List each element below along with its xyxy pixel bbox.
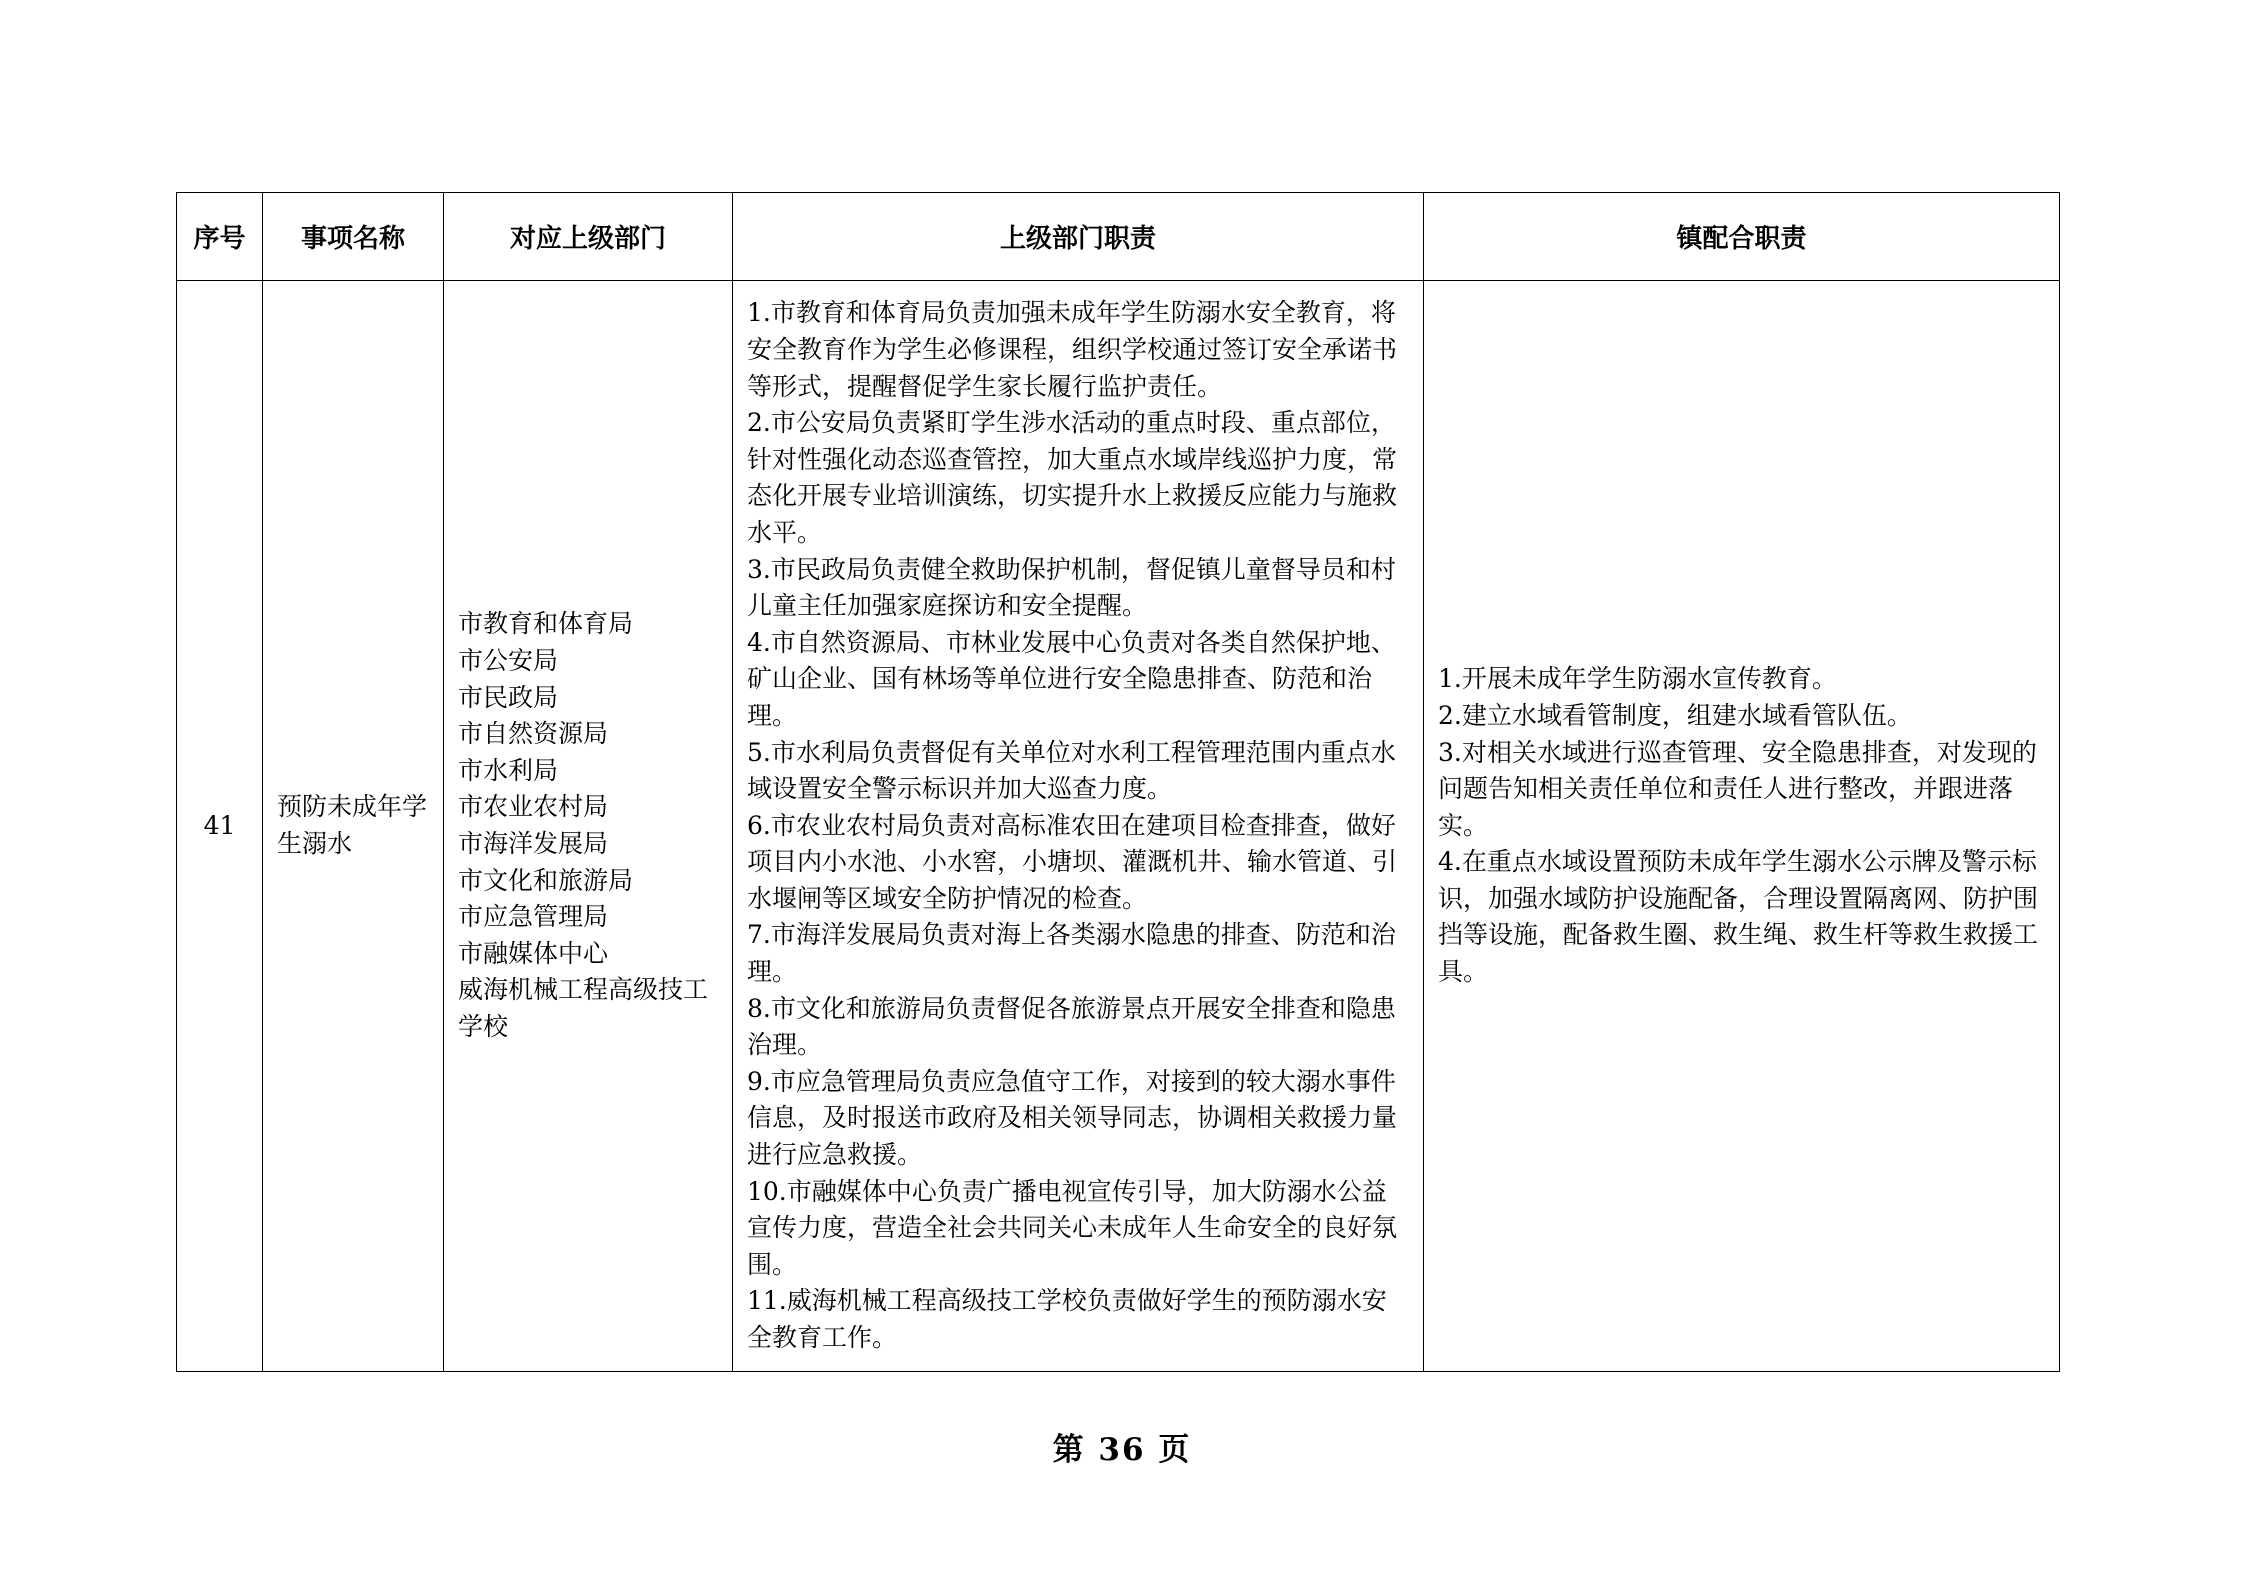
- duty-item: 2.市公安局负责紧盯学生涉水活动的重点时段、重点部位，针对性强化动态巡查管控，加大重点水域岸线巡护力度，常态化开展专业培训演练，切实提升水上救援反应能力与施救水平。: [747, 408, 1398, 547]
- table-row: [177, 281, 2060, 1372]
- town-duty-item: 2.建立水域看管制度，组建水域看管队伍。: [1438, 700, 1912, 730]
- header-superior-duties: 上级部门职责: [733, 193, 1424, 281]
- table-header-row: [177, 193, 2060, 281]
- town-duty-item: 4.在重点水域设置预防未成年学生溺水公示牌及警示标识，加强水域防护设施配备，合理设置隔离网、防护围挡等设施，配备救生圈、救生绳、救生杆等救生救援工具。: [1438, 847, 2039, 987]
- department-item: 市自然资源局: [458, 719, 609, 749]
- duty-item: 9.市应急管理局负责应急值守工作，对接到的较大溺水事件信息，及时报送市政府及相关领导同志，协调相关救援力量进行应急救援。: [747, 1066, 1398, 1170]
- town-duty-item: 1.开展未成年学生防溺水宣传教育。: [1438, 664, 1837, 694]
- department-item: 市公安局: [458, 646, 559, 676]
- superior-duties-list: [733, 281, 1424, 1372]
- department-list: [444, 281, 733, 1372]
- department-item: 市海洋发展局: [458, 829, 609, 858]
- department-item: 威海机械工程高级技工学校: [458, 975, 709, 1041]
- page-number: 第 36 页: [1052, 1432, 1192, 1468]
- responsibility-table: [176, 192, 2060, 1372]
- department-item: 市教育和体育局: [458, 609, 634, 639]
- town-duty-item: 3.对相关水域进行巡查管理、安全隐患排查，对发现的问题告知相关责任单位和责任人进行整改，并跟进落实。: [1438, 737, 2037, 840]
- header-superior-departments: 对应上级部门: [444, 193, 733, 281]
- department-item: 市文化和旅游局: [458, 865, 634, 895]
- duty-item: 8.市文化和旅游局负责督促各旅游景点开展安全排查和隐患治理。: [747, 993, 1396, 1060]
- town-duties-list: [1424, 281, 2060, 1372]
- duty-item: 6.市农业农村局负责对高标准农田在建项目检查排查，做好项目内小水池、小水窖，小塘坝、灌溉机井、输水管道、引水堰闸等区域安全防护情况的检查。: [747, 810, 1398, 913]
- department-item: 市水利局: [458, 755, 559, 785]
- item-name: 预防未成年学生溺水: [263, 281, 444, 1372]
- header-item-name: 事项名称: [263, 193, 444, 281]
- department-item: 市民政局: [458, 682, 559, 712]
- duty-item: 7.市海洋发展局负责对海上各类溺水隐患的排查、防范和治理。: [747, 920, 1396, 987]
- duty-item: 3.市民政局负责健全救助保护机制，督促镇儿童督导员和村儿童主任加强家庭探访和安全提醒。: [747, 554, 1396, 621]
- duty-item: 1.市教育和体育局负责加强未成年学生防溺水安全教育，将安全教育作为学生必修课程，组织学校通过签订安全承诺书等形式，提醒督促学生家长履行监护责任。: [747, 298, 1398, 401]
- department-item: 市应急管理局: [458, 902, 609, 932]
- department-item: 市融媒体中心: [458, 938, 609, 968]
- duty-item: 10.市融媒体中心负责广播电视宣传引导，加大防溺水公益宣传力度，营造全社会共同关心未成年人生命安全的良好氛围。: [747, 1176, 1398, 1279]
- department-item: 市农业农村局: [458, 792, 609, 822]
- header-num: 序号: [177, 193, 263, 281]
- duty-item: 5.市水利局负责督促有关单位对水利工程管理范围内重点水域设置安全警示标识并加大巡查力度。: [747, 737, 1396, 804]
- duty-item: 4.市自然资源局、市林业发展中心负责对各类自然保护地、矿山企业、国有林场等单位进行安全隐患排查、防范和治理。: [747, 627, 1396, 730]
- duty-item: 11.威海机械工程高级技工学校负责做好学生的预防溺水安全教育工作。: [747, 1286, 1387, 1353]
- header-town-duties: 镇配合职责: [1424, 193, 2060, 281]
- row-number: 41: [177, 281, 263, 1372]
